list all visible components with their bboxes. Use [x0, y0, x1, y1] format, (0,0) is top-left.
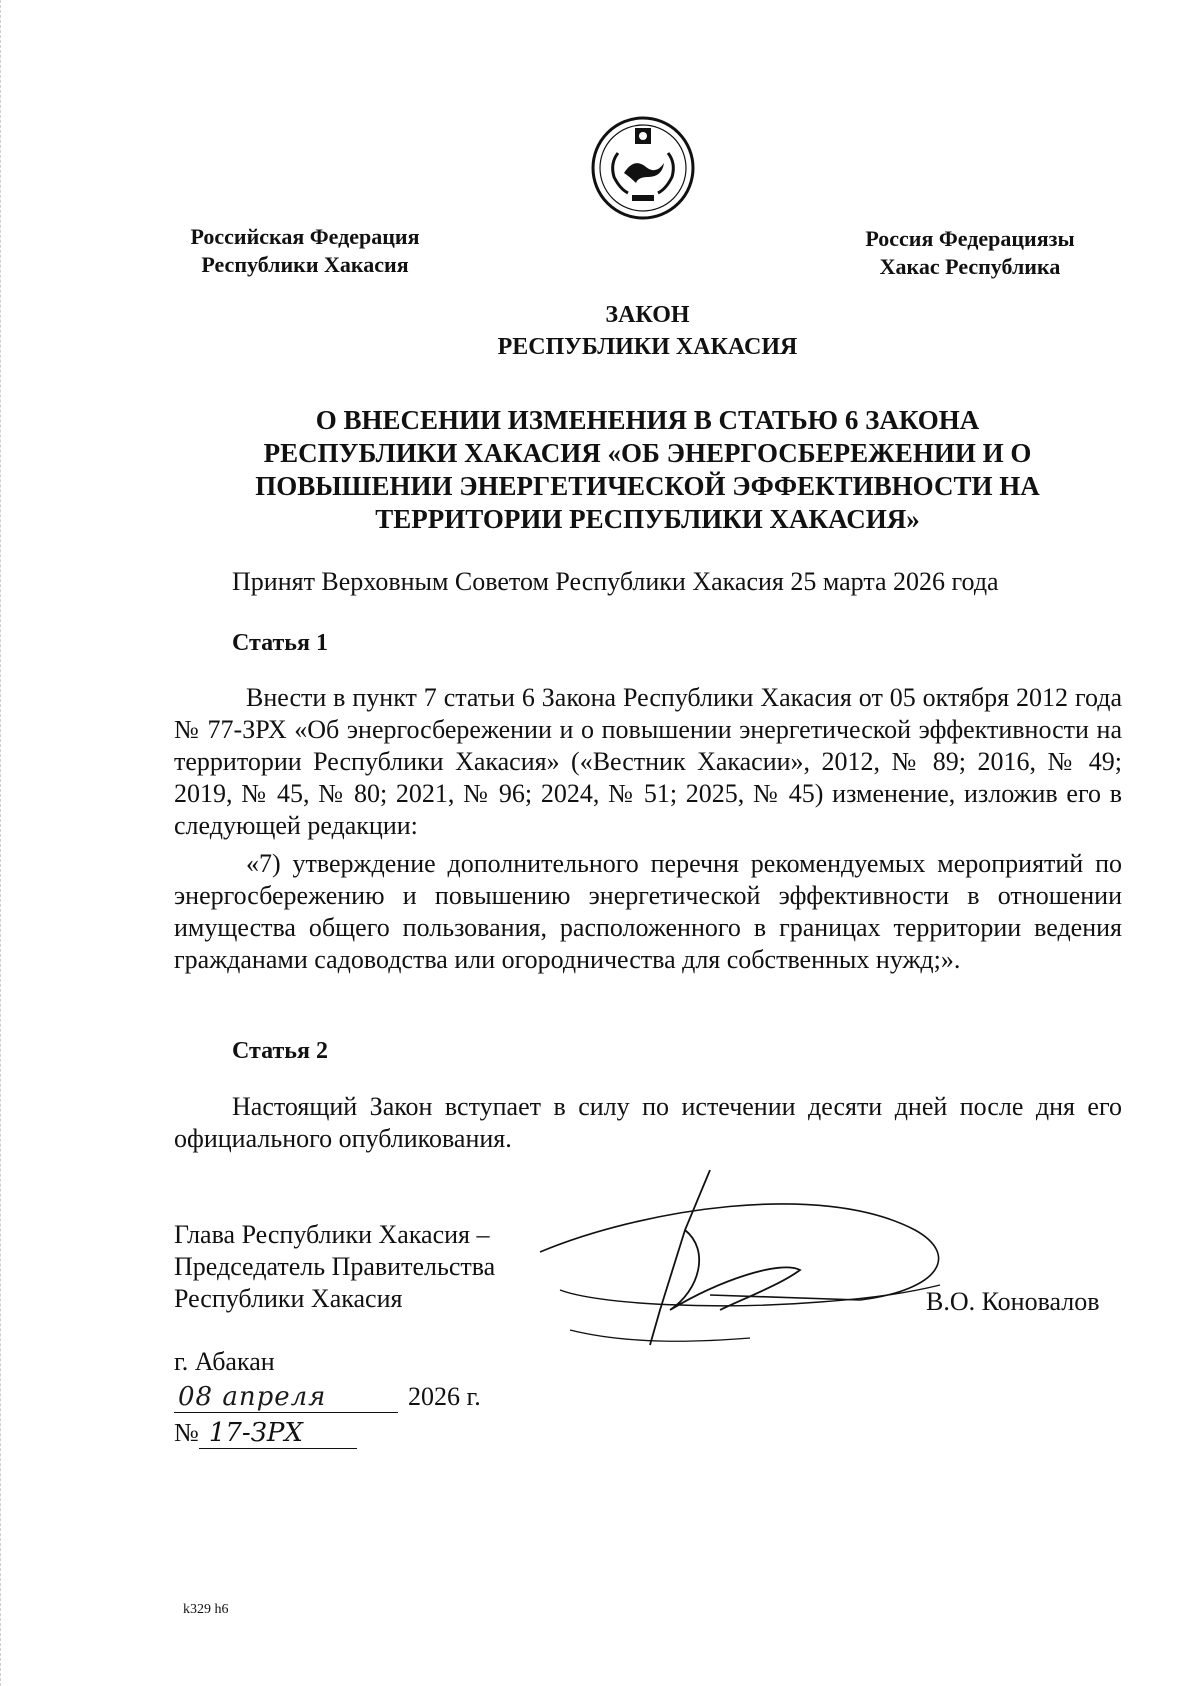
scan-edge	[0, 0, 7, 1686]
law-title-line-2: РЕСПУБЛИКИ ХАКАСИЯ	[497, 334, 798, 360]
signer-position-line-3: Республики Хакасия	[174, 1284, 403, 1313]
signer-position-line-1: Глава Республики Хакасия –	[174, 1220, 490, 1249]
law-title-line-1: ЗАКОН	[605, 302, 690, 328]
signer-name: В.О. Коновалов	[926, 1287, 1100, 1316]
law-subject-line-2: РЕСПУБЛИКИ ХАКАСИЯ «ОБ ЭНЕРГОСБЕРЕЖЕНИИ И О	[263, 438, 1032, 468]
adoption-statement: Принят Верховным Советом Республики Хакасия 25 марта 2026 года	[232, 567, 999, 596]
header-russian-federation	[170, 223, 440, 279]
article-1-heading: Статья 1	[232, 630, 328, 656]
article-1-paragraph-1: Внести в пункт 7 статьи 6 Закона Республики Хакасия от 05 октября 2012 года № 77-ЗРХ «Об энергосбережении и о повышении энергетической эффективности на территории Республики Хакасия» («Вестник Хакасии», 2012, № 89; 2016, № 49; 2019, № 45, № 80; 2021, № 96; 2024, № 51; 2025, № 45) изменение, изложив его в следующей редакции:	[174, 683, 1122, 840]
header-left-line-2: Республики Хакасия	[201, 252, 409, 277]
header-right-line-2: Хакас Республика	[879, 254, 1061, 279]
article-1-paragraph-2: «7) утверждение дополнительного перечня рекомендуемых мероприятий по энергосбережению и повышению энергетической эффективности в отношении имущества общего пользования, расположенного в границах территории ведения гражданами садоводства или огородничества для собственных нужд;».	[174, 849, 1122, 974]
handwritten-date: 08 апреля	[174, 1382, 398, 1413]
header-khakas-republic	[845, 225, 1095, 281]
signing-date	[174, 1382, 481, 1413]
article-2-heading: Статья 2	[232, 1038, 328, 1064]
law-title	[200, 299, 1095, 363]
document-code: k329 h6	[183, 1602, 229, 1617]
law-subject-line-4: ТЕРРИТОРИИ РЕСПУБЛИКИ ХАКАСИЯ»	[375, 504, 920, 534]
law-subject-line-1: О ВНЕСЕНИИ ИЗМЕНЕНИЯ В СТАТЬЮ 6 ЗАКОНА	[315, 405, 980, 435]
number-prefix: №	[174, 1418, 199, 1447]
law-number	[174, 1418, 357, 1449]
date-year: 2026 г.	[408, 1382, 481, 1411]
law-subject	[200, 404, 1095, 536]
place-of-signing: г. Абакан	[174, 1347, 275, 1376]
header-right-line-1: Россия Федерациязы	[865, 226, 1075, 251]
law-subject-line-3: ПОВЫШЕНИИ ЭНЕРГЕТИЧЕСКОЙ ЭФФЕКТИВНОСТИ НА	[255, 471, 1040, 501]
handwritten-law-number: 17-ЗРХ	[199, 1418, 357, 1449]
header-left-line-1: Российская Федерация	[190, 224, 420, 249]
signer-position	[174, 1219, 495, 1315]
handwritten-signature	[520, 1170, 970, 1370]
coat-of-arms-emblem	[590, 113, 696, 223]
signer-position-line-2: Председатель Правительства	[174, 1252, 496, 1281]
article-2-paragraph: Настоящий Закон вступает в силу по истечении десяти дней после дня его официального опубликования.	[174, 1092, 1122, 1153]
